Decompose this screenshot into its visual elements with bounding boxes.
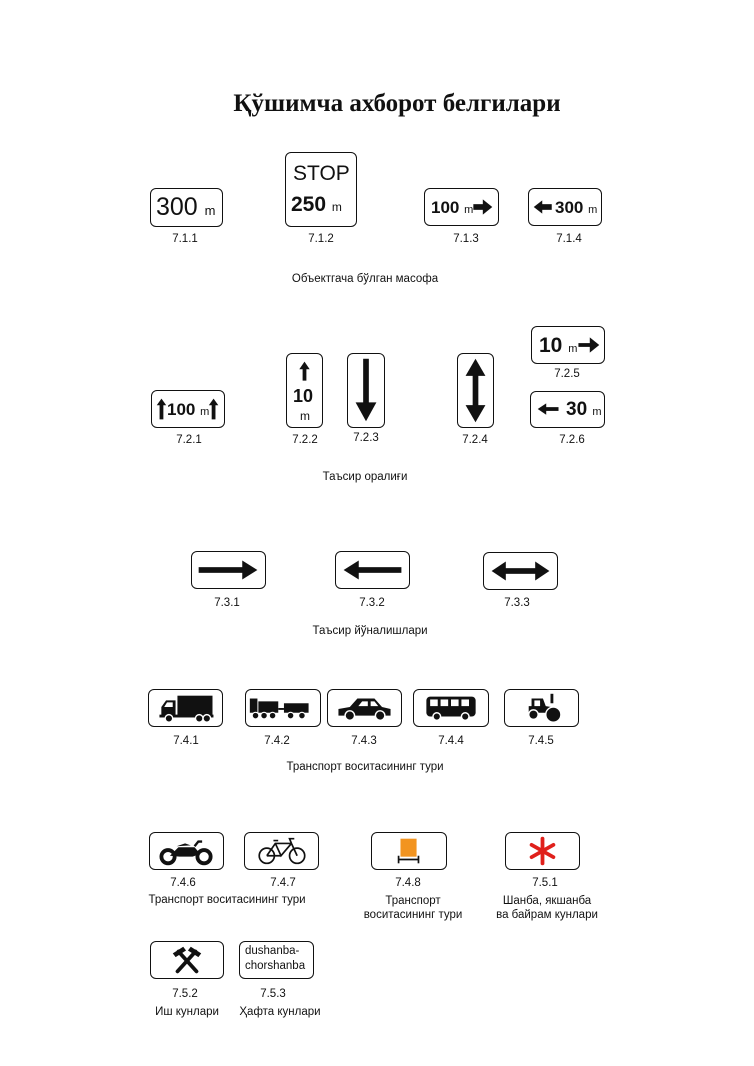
sign-7-2-5 (531, 326, 605, 364)
arrow-right-icon (532, 327, 604, 363)
code-7-2-2: 7.2.2 (292, 434, 318, 446)
sign-7-1-1 (150, 188, 223, 227)
sign-7-4-5 (504, 689, 579, 727)
sign-7-2-6-unit: m (592, 406, 602, 418)
sign-7-5-2 (150, 941, 224, 979)
sign-7-3-1 (191, 551, 266, 589)
code-7-5-1: 7.5.1 (532, 877, 558, 889)
truck-icon (149, 690, 222, 726)
arrow-up-down-icon (458, 354, 493, 427)
sign-7-2-1-number: 100 (167, 400, 196, 419)
sign-7-2-5-unit: m (568, 343, 578, 355)
sign-7-4-2 (245, 689, 321, 727)
caption-7-5-3: Ҳафта кунлари (239, 1006, 321, 1018)
sign-7-3-3 (483, 552, 558, 590)
caption-7-5-2: Иш кунлари (155, 1006, 219, 1018)
car-icon (328, 690, 401, 726)
caption-7-4-8-line1: Транспорт (385, 895, 441, 907)
asterisk-icon (506, 833, 579, 869)
sign-7-5-3-line1: dushanba- (245, 945, 300, 957)
sign-7-5-3 (239, 941, 314, 979)
sign-7-3-2 (335, 551, 410, 589)
page-title: Қўшимча ахборот белгилари (233, 90, 561, 117)
sign-7-1-3-number: 100 (431, 198, 460, 217)
caption-7-5-1-line2: ва байрам кунлари (496, 909, 598, 921)
code-7-4-5: 7.4.5 (528, 735, 554, 747)
hammers-icon (151, 942, 223, 978)
dangerous-goods-icon (372, 833, 446, 869)
sign-7-1-4 (528, 188, 602, 226)
sign-7-2-1-unit: m (200, 406, 210, 418)
sign-7-4-3 (327, 689, 402, 727)
sign-7-1-3 (424, 188, 499, 226)
sign-7-2-3 (347, 353, 385, 428)
code-7-3-2: 7.3.2 (359, 597, 385, 609)
arrow-right-icon (425, 189, 498, 225)
section-caption-directions: Таъсир йўналишлари (312, 625, 428, 637)
code-7-4-6: 7.4.6 (170, 877, 196, 889)
sign-7-2-4 (457, 353, 494, 428)
code-7-1-3: 7.1.3 (453, 233, 479, 245)
sign-7-1-4-unit: m (588, 204, 598, 216)
section-caption-vehicle-type: Транспорт воситасининг тури (286, 761, 444, 773)
code-7-5-3: 7.5.3 (260, 988, 286, 1000)
sign-7-2-2-number: 10 (293, 386, 314, 406)
code-7-2-3: 7.2.3 (353, 432, 379, 444)
sign-7-5-1 (505, 832, 580, 870)
code-7-4-7: 7.4.7 (270, 877, 296, 889)
code-7-2-6: 7.2.6 (559, 434, 585, 446)
sign-7-2-2-unit: m (300, 409, 310, 423)
code-7-5-2: 7.5.2 (172, 988, 198, 1000)
bus-icon (414, 690, 488, 726)
sign-7-2-6 (530, 391, 605, 428)
sign-7-1-1-number: 300 (156, 193, 198, 221)
caption-7-4-8-line2: воситасининг тури (363, 909, 463, 921)
bicycle-icon (245, 833, 318, 869)
code-7-4-2: 7.4.2 (264, 735, 290, 747)
code-7-2-1: 7.2.1 (176, 434, 202, 446)
sign-7-4-4 (413, 689, 489, 727)
sign-7-4-7 (244, 832, 319, 870)
arrow-down-icon (348, 354, 384, 427)
section-caption-distance: Объектгача бўлган масофа (291, 273, 439, 285)
sign-7-1-2-number: 250 (291, 193, 327, 216)
arrow-left-icon (336, 552, 409, 588)
code-7-2-4: 7.2.4 (462, 434, 488, 446)
code-7-1-1: 7.1.1 (172, 233, 198, 245)
arrow-left-right-icon (484, 553, 557, 589)
truck-trailer-icon (246, 690, 320, 726)
sign-7-1-3-unit: m (464, 204, 474, 216)
caption-7-5-1-line1: Шанба, якшанба (502, 895, 592, 907)
sign-7-1-1-unit: m (204, 203, 216, 218)
code-7-3-1: 7.3.1 (214, 597, 240, 609)
code-7-1-4: 7.1.4 (556, 233, 582, 245)
sign-7-4-6 (149, 832, 224, 870)
section-caption-range: Таъсир оралиғи (322, 471, 408, 483)
code-7-1-2: 7.1.2 (308, 233, 334, 245)
arrow-right-icon (192, 552, 265, 588)
sign-7-4-1 (148, 689, 223, 727)
sign-7-2-2 (286, 353, 323, 428)
sign-7-1-2-word: STOP (293, 162, 350, 185)
tractor-icon (505, 690, 578, 726)
sign-7-1-2 (285, 152, 357, 227)
sign-7-5-3-line2: chorshanba (245, 960, 306, 972)
sign-7-2-5-number: 10 (539, 334, 563, 357)
motorcycle-icon (150, 833, 223, 869)
code-7-4-4: 7.4.4 (438, 735, 464, 747)
sign-7-2-6-number: 30 (566, 399, 588, 420)
sign-7-1-4-number: 300 (555, 198, 584, 217)
code-7-2-5: 7.2.5 (554, 368, 580, 380)
sign-7-2-1 (151, 390, 225, 428)
sign-7-4-8 (371, 832, 447, 870)
caption-7-4-6: Транспорт воситасининг тури (148, 894, 306, 906)
code-7-4-3: 7.4.3 (351, 735, 377, 747)
code-7-4-1: 7.4.1 (173, 735, 199, 747)
code-7-3-3: 7.3.3 (504, 597, 530, 609)
sign-7-1-2-unit: m (331, 200, 342, 214)
code-7-4-8: 7.4.8 (395, 877, 421, 889)
